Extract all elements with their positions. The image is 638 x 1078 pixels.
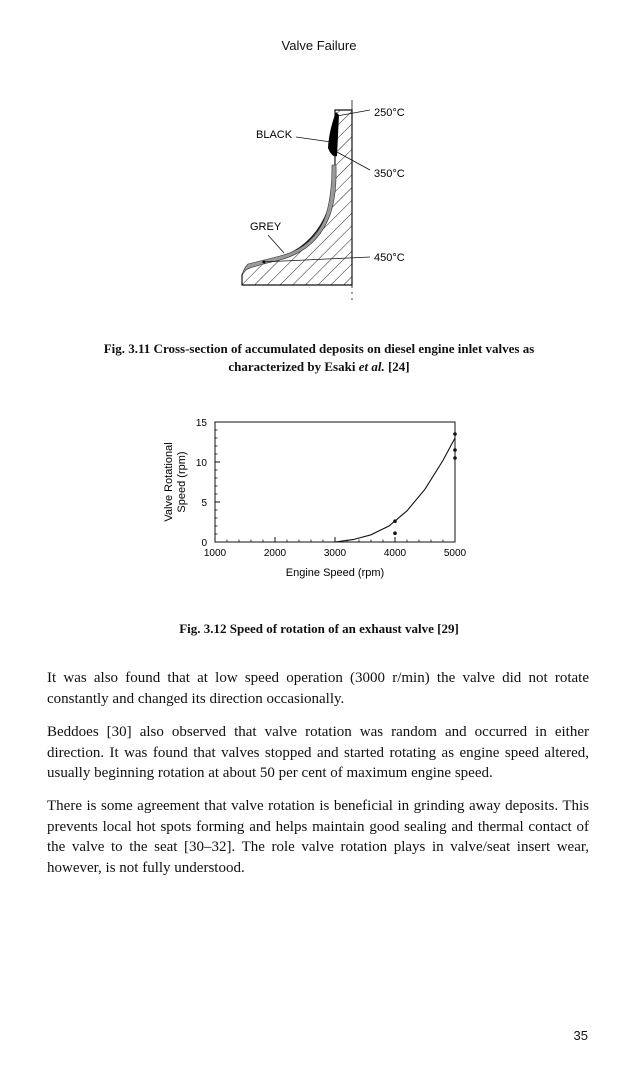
x-tick-label: 2000 [263,548,287,559]
valve-rotation-chart [150,405,490,595]
figure-3-11-caption [48,340,590,376]
x-axis-label: Engine Speed (rpm) [285,567,385,579]
caption-line-2: characterized by Esaki et al. [24] [228,359,410,374]
paragraph: There is some agreement that valve rotation is beneficial in grinding away deposits. This prevents local hot spots forming and helps maintain good sealing and thermal contact of the valve to the seat [30–32]. The role valve rotation plays in valve/seat insert wear, however, is not fully understood. [47,798,589,876]
data-point [453,448,457,452]
valve-cross-section-figure [220,90,440,305]
label-250c: 250°C [374,107,405,119]
data-point [453,432,457,436]
series-line-fit [335,438,455,542]
y-tick-label: 5 [201,498,207,509]
label-350c: 350°C [374,168,405,180]
data-point [393,519,397,523]
data-point [393,531,397,535]
paragraph: It was also found that at low speed operation (3000 r/min) the valve did not rotate constantly and changed its direction occasionally. [47,670,589,707]
y-tick-label: 15 [195,418,207,429]
x-tick-label: 5000 [443,548,467,559]
label-black: BLACK [256,129,293,141]
paragraph: Beddoes [30] also observed that valve rotation was random and occurred in either direction. It was found that valves stopped and started rotating as engine speed altered, usually beginning rotation at about 50 per cent of maximum engine speed. [47,724,589,781]
x-tick-label: 4000 [383,548,407,559]
y-tick-label: 0 [201,538,207,549]
x-tick-label: 1000 [203,548,227,559]
label-grey: GREY [250,221,282,233]
y-axis-label-line2: Speed (rpm) [176,451,188,513]
y-tick-label: 10 [195,458,207,469]
running-header: Valve Failure [281,38,357,53]
caption-line-1: Fig. 3.11 Cross-section of accumulated deposits on diesel engine inlet valves as [103,341,535,356]
figure-3-12-caption: Fig. 3.12 Speed of rotation of an exhaust valve [29] [179,621,459,636]
x-tick-label: 3000 [323,548,347,559]
y-axis-label-line1: Valve Rotational [163,442,175,522]
page-number: 35 [573,1028,588,1043]
label-450c: 450°C [374,252,405,264]
plot-frame [215,422,455,542]
data-point [453,456,457,460]
